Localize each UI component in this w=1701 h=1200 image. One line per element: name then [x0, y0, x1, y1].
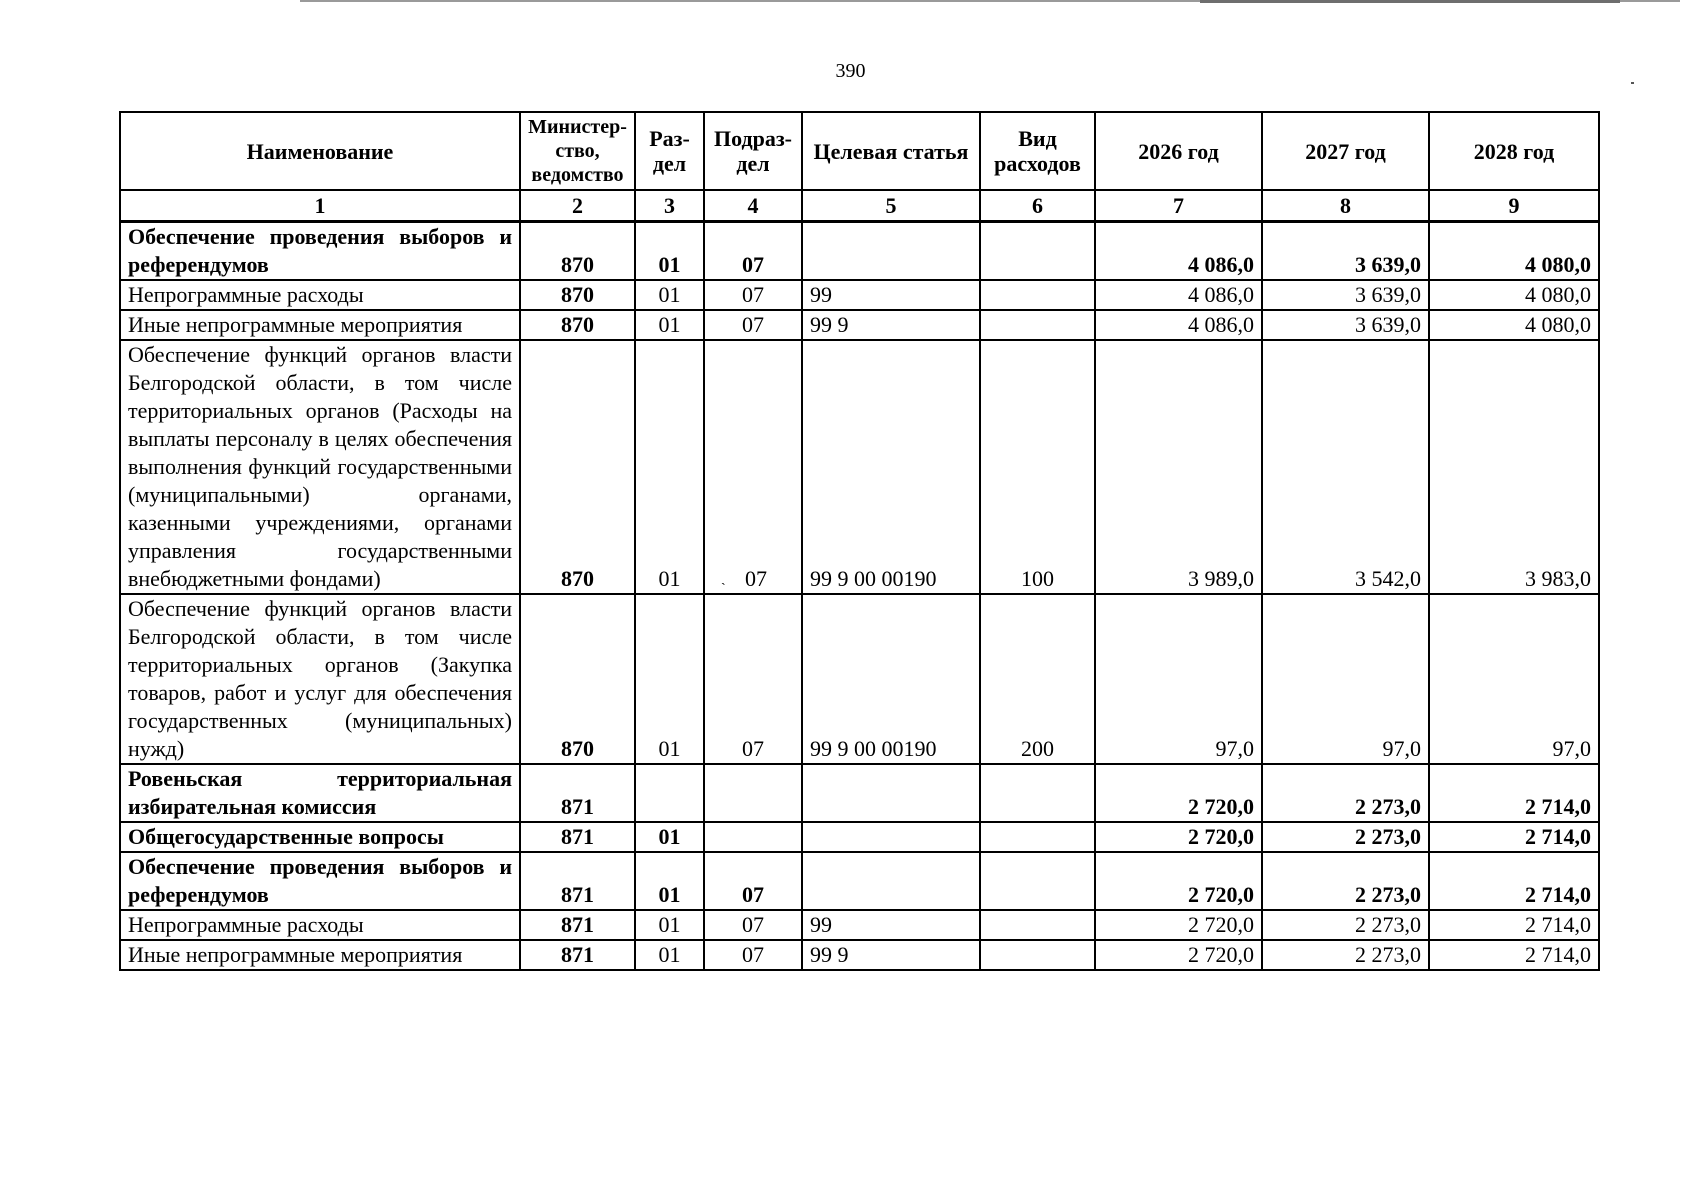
- row-subsection: 07: [704, 222, 802, 281]
- row-section: 01: [635, 910, 704, 940]
- row-2027: 97,0: [1262, 594, 1429, 764]
- row-section: 01: [635, 852, 704, 910]
- row-2027: 2 273,0: [1262, 822, 1429, 852]
- row-name: Общегосударственные вопросы: [120, 822, 520, 852]
- row-name: Иные непрограммные мероприятия: [120, 310, 520, 340]
- header-expense-type: Вид расходов: [980, 112, 1095, 190]
- row-2028: 4 080,0: [1429, 280, 1599, 310]
- table-row: [120, 340, 1599, 594]
- row-2028: 2 714,0: [1429, 852, 1599, 910]
- row-2026: 2 720,0: [1095, 822, 1262, 852]
- row-2026: 2 720,0: [1095, 764, 1262, 822]
- table-body: [120, 222, 1599, 971]
- row-subsection: [704, 822, 802, 852]
- page-number: 390: [835, 60, 866, 82]
- row-section: 01: [635, 340, 704, 594]
- header-name: Наименование: [120, 112, 520, 190]
- row-expense-type: [980, 822, 1095, 852]
- row-target: 99 9: [802, 310, 980, 340]
- row-2028: 97,0: [1429, 594, 1599, 764]
- row-expense-type: [980, 910, 1095, 940]
- table-row: [120, 822, 1599, 852]
- row-ministry: 871: [520, 822, 635, 852]
- table-row: [120, 940, 1599, 970]
- row-2026: 4 086,0: [1095, 280, 1262, 310]
- column-number: 1: [120, 190, 520, 222]
- column-number: 5: [802, 190, 980, 222]
- header-ministry: Министер-ство, ведомство: [520, 112, 635, 190]
- row-ministry: 871: [520, 852, 635, 910]
- column-number: 9: [1429, 190, 1599, 222]
- row-2027: 2 273,0: [1262, 764, 1429, 822]
- row-subsection-cell: [704, 340, 802, 594]
- row-2027: 3 639,0: [1262, 310, 1429, 340]
- row-expense-type: [980, 764, 1095, 822]
- row-2028: 2 714,0: [1429, 764, 1599, 822]
- row-target: 99: [802, 910, 980, 940]
- row-2026: 4 086,0: [1095, 310, 1262, 340]
- row-subsection: 07: [704, 940, 802, 970]
- row-subsection: 07: [704, 910, 802, 940]
- table-row: [120, 280, 1599, 310]
- header-2026: 2026 год: [1095, 112, 1262, 190]
- row-ministry: 870: [520, 280, 635, 310]
- top-scan-border-dark: [1200, 0, 1620, 3]
- row-subsection: [704, 764, 802, 822]
- row-subsection: 07: [704, 310, 802, 340]
- row-2026: 2 720,0: [1095, 910, 1262, 940]
- row-expense-type: [980, 940, 1095, 970]
- row-target: 99 9 00 00190: [802, 594, 980, 764]
- row-name: Иные непрограммные мероприятия: [120, 940, 520, 970]
- row-expense-type: [980, 222, 1095, 281]
- table-row: [120, 764, 1599, 822]
- row-expense-type: 200: [980, 594, 1095, 764]
- row-2028: 2 714,0: [1429, 822, 1599, 852]
- column-number: 3: [635, 190, 704, 222]
- row-target: 99: [802, 280, 980, 310]
- row-expense-type: [980, 310, 1095, 340]
- row-2028: 4 080,0: [1429, 222, 1599, 281]
- row-ministry: 871: [520, 764, 635, 822]
- row-section: 01: [635, 594, 704, 764]
- row-target: [802, 764, 980, 822]
- row-name: Обеспечение функций органов власти Белгородской области, в том числе территориальных органов (Закупка товаров, работ и услуг для обеспечения государственных (муниципальных) нужд): [120, 594, 520, 764]
- row-expense-type: 100: [980, 340, 1095, 594]
- row-name: Ровеньская территориальная избирательная комиссия: [120, 764, 520, 822]
- column-number: 2: [520, 190, 635, 222]
- row-2028: 3 983,0: [1429, 340, 1599, 594]
- row-section: [635, 764, 704, 822]
- column-number: 8: [1262, 190, 1429, 222]
- row-2028: 2 714,0: [1429, 910, 1599, 940]
- row-name: Обеспечение проведения выборов и референдумов: [120, 222, 520, 281]
- row-expense-type: [980, 852, 1095, 910]
- column-number: 6: [980, 190, 1095, 222]
- column-number: 7: [1095, 190, 1262, 222]
- row-name: Непрограммные расходы: [120, 910, 520, 940]
- row-2027: 3 542,0: [1262, 340, 1429, 594]
- header-row: [120, 112, 1599, 190]
- row-section: 01: [635, 310, 704, 340]
- row-target: [802, 222, 980, 281]
- column-number: 4: [704, 190, 802, 222]
- row-2027: 3 639,0: [1262, 280, 1429, 310]
- row-2027: 3 639,0: [1262, 222, 1429, 281]
- row-section: 01: [635, 940, 704, 970]
- column-numbers-row: [120, 190, 1599, 222]
- row-target: 99 9 00 00190: [802, 340, 980, 594]
- row-2027: 2 273,0: [1262, 940, 1429, 970]
- row-ministry: 870: [520, 310, 635, 340]
- row-target: [802, 822, 980, 852]
- row-section: 01: [635, 280, 704, 310]
- row-subsection: 07: [745, 566, 767, 591]
- scan-mark: ˏ: [721, 571, 726, 586]
- header-target: Целевая статья: [802, 112, 980, 190]
- table-row: [120, 852, 1599, 910]
- row-2026: 2 720,0: [1095, 940, 1262, 970]
- header-section: Раз-дел: [635, 112, 704, 190]
- row-ministry: 871: [520, 940, 635, 970]
- row-target: [802, 852, 980, 910]
- row-target: 99 9: [802, 940, 980, 970]
- row-2026: 3 989,0: [1095, 340, 1262, 594]
- row-2028: 4 080,0: [1429, 310, 1599, 340]
- table-header: [120, 112, 1599, 222]
- row-ministry: 871: [520, 910, 635, 940]
- table-row: [120, 910, 1599, 940]
- table-row: [120, 310, 1599, 340]
- table-row: [120, 222, 1599, 281]
- row-ministry: 870: [520, 594, 635, 764]
- row-name: Обеспечение функций органов власти Белгородской области, в том числе территориальных органов (Расходы на выплаты персоналу в целях обеспечения выполнения функций государственными (муниципальными) органами, казенными учреждениями, органами управления государственными внебюджетными фондами): [120, 340, 520, 594]
- row-ministry: 870: [520, 222, 635, 281]
- row-ministry: 870: [520, 340, 635, 594]
- row-subsection: 07: [704, 280, 802, 310]
- row-2026: 4 086,0: [1095, 222, 1262, 281]
- header-2027: 2027 год: [1262, 112, 1429, 190]
- row-subsection: 07: [704, 594, 802, 764]
- row-2027: 2 273,0: [1262, 852, 1429, 910]
- row-2028: 2 714,0: [1429, 940, 1599, 970]
- row-section: 01: [635, 822, 704, 852]
- row-expense-type: [980, 280, 1095, 310]
- row-2026: 97,0: [1095, 594, 1262, 764]
- row-2027: 2 273,0: [1262, 910, 1429, 940]
- header-subsection: Подраз-дел: [704, 112, 802, 190]
- header-2028: 2028 год: [1429, 112, 1599, 190]
- row-name: Непрограммные расходы: [120, 280, 520, 310]
- row-2026: 2 720,0: [1095, 852, 1262, 910]
- row-section: 01: [635, 222, 704, 281]
- row-name: Обеспечение проведения выборов и референдумов: [120, 852, 520, 910]
- row-subsection: 07: [704, 852, 802, 910]
- table-row: [120, 594, 1599, 764]
- budget-table: [119, 111, 1600, 971]
